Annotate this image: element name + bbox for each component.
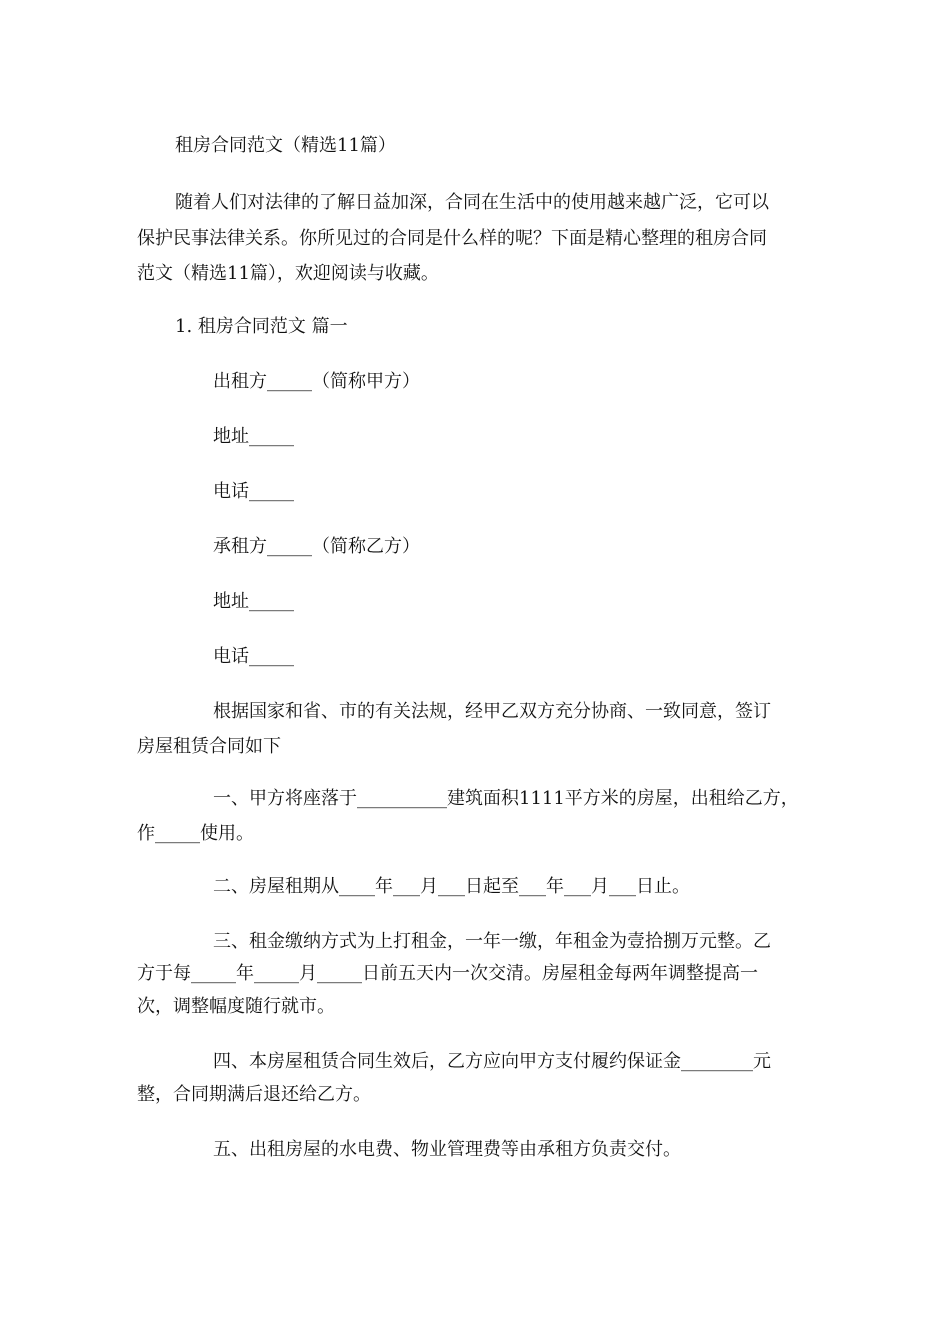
- clause-1-line-1: 一、甲方将座落于__________建筑面积1111平方米的房屋，出租给乙方，: [213, 788, 799, 809]
- lessee-address-line: 地址_____: [213, 591, 294, 612]
- clause-3-line-3: 次，调整幅度随行就市。: [137, 996, 335, 1017]
- clause-1-line-2: 作_____使用。: [137, 823, 254, 844]
- preamble-line-2: 房屋租赁合同如下: [137, 736, 281, 757]
- lessee-phone-line: 电话_____: [213, 646, 294, 667]
- intro-line-2: 保护民事法律关系。你所见过的合同是什么样的呢？下面是精心整理的租房合同: [137, 228, 767, 249]
- intro-line-1: 随着人们对法律的了解日益加深，合同在生活中的使用越来越广泛，它可以: [175, 192, 769, 213]
- document-title: 租房合同范文（精选11篇）: [175, 135, 396, 156]
- clause-4-line-1: 四、本房屋租赁合同生效后，乙方应向甲方支付履约保证金________元: [213, 1051, 771, 1072]
- section-heading: 1. 租房合同范文 篇一: [175, 316, 348, 337]
- clause-2-line-1: 二、房屋租期从____年___月___日起至___年___月___日止。: [213, 876, 690, 897]
- clause-3-line-2: 方于每_____年_____月_____日前五天内一次交清。房屋租金每两年调整提高一: [137, 963, 758, 984]
- lessor-line: 出租方_____（简称甲方）: [213, 371, 420, 392]
- clause-5-line-1: 五、出租房屋的水电费、物业管理费等由承租方负责交付。: [213, 1139, 681, 1160]
- lessor-address-line: 地址_____: [213, 426, 294, 447]
- intro-line-3: 范文（精选11篇），欢迎阅读与收藏。: [137, 263, 439, 284]
- clause-4-line-2: 整，合同期满后退还给乙方。: [137, 1084, 371, 1105]
- preamble-line-1: 根据国家和省、市的有关法规，经甲乙双方充分协商、一致同意，签订: [213, 701, 771, 722]
- clause-3-line-1: 三、租金缴纳方式为上打租金，一年一缴，年租金为壹拾捌万元整。乙: [213, 931, 771, 952]
- lessor-phone-line: 电话_____: [213, 481, 294, 502]
- lessee-line: 承租方_____（简称乙方）: [213, 536, 420, 557]
